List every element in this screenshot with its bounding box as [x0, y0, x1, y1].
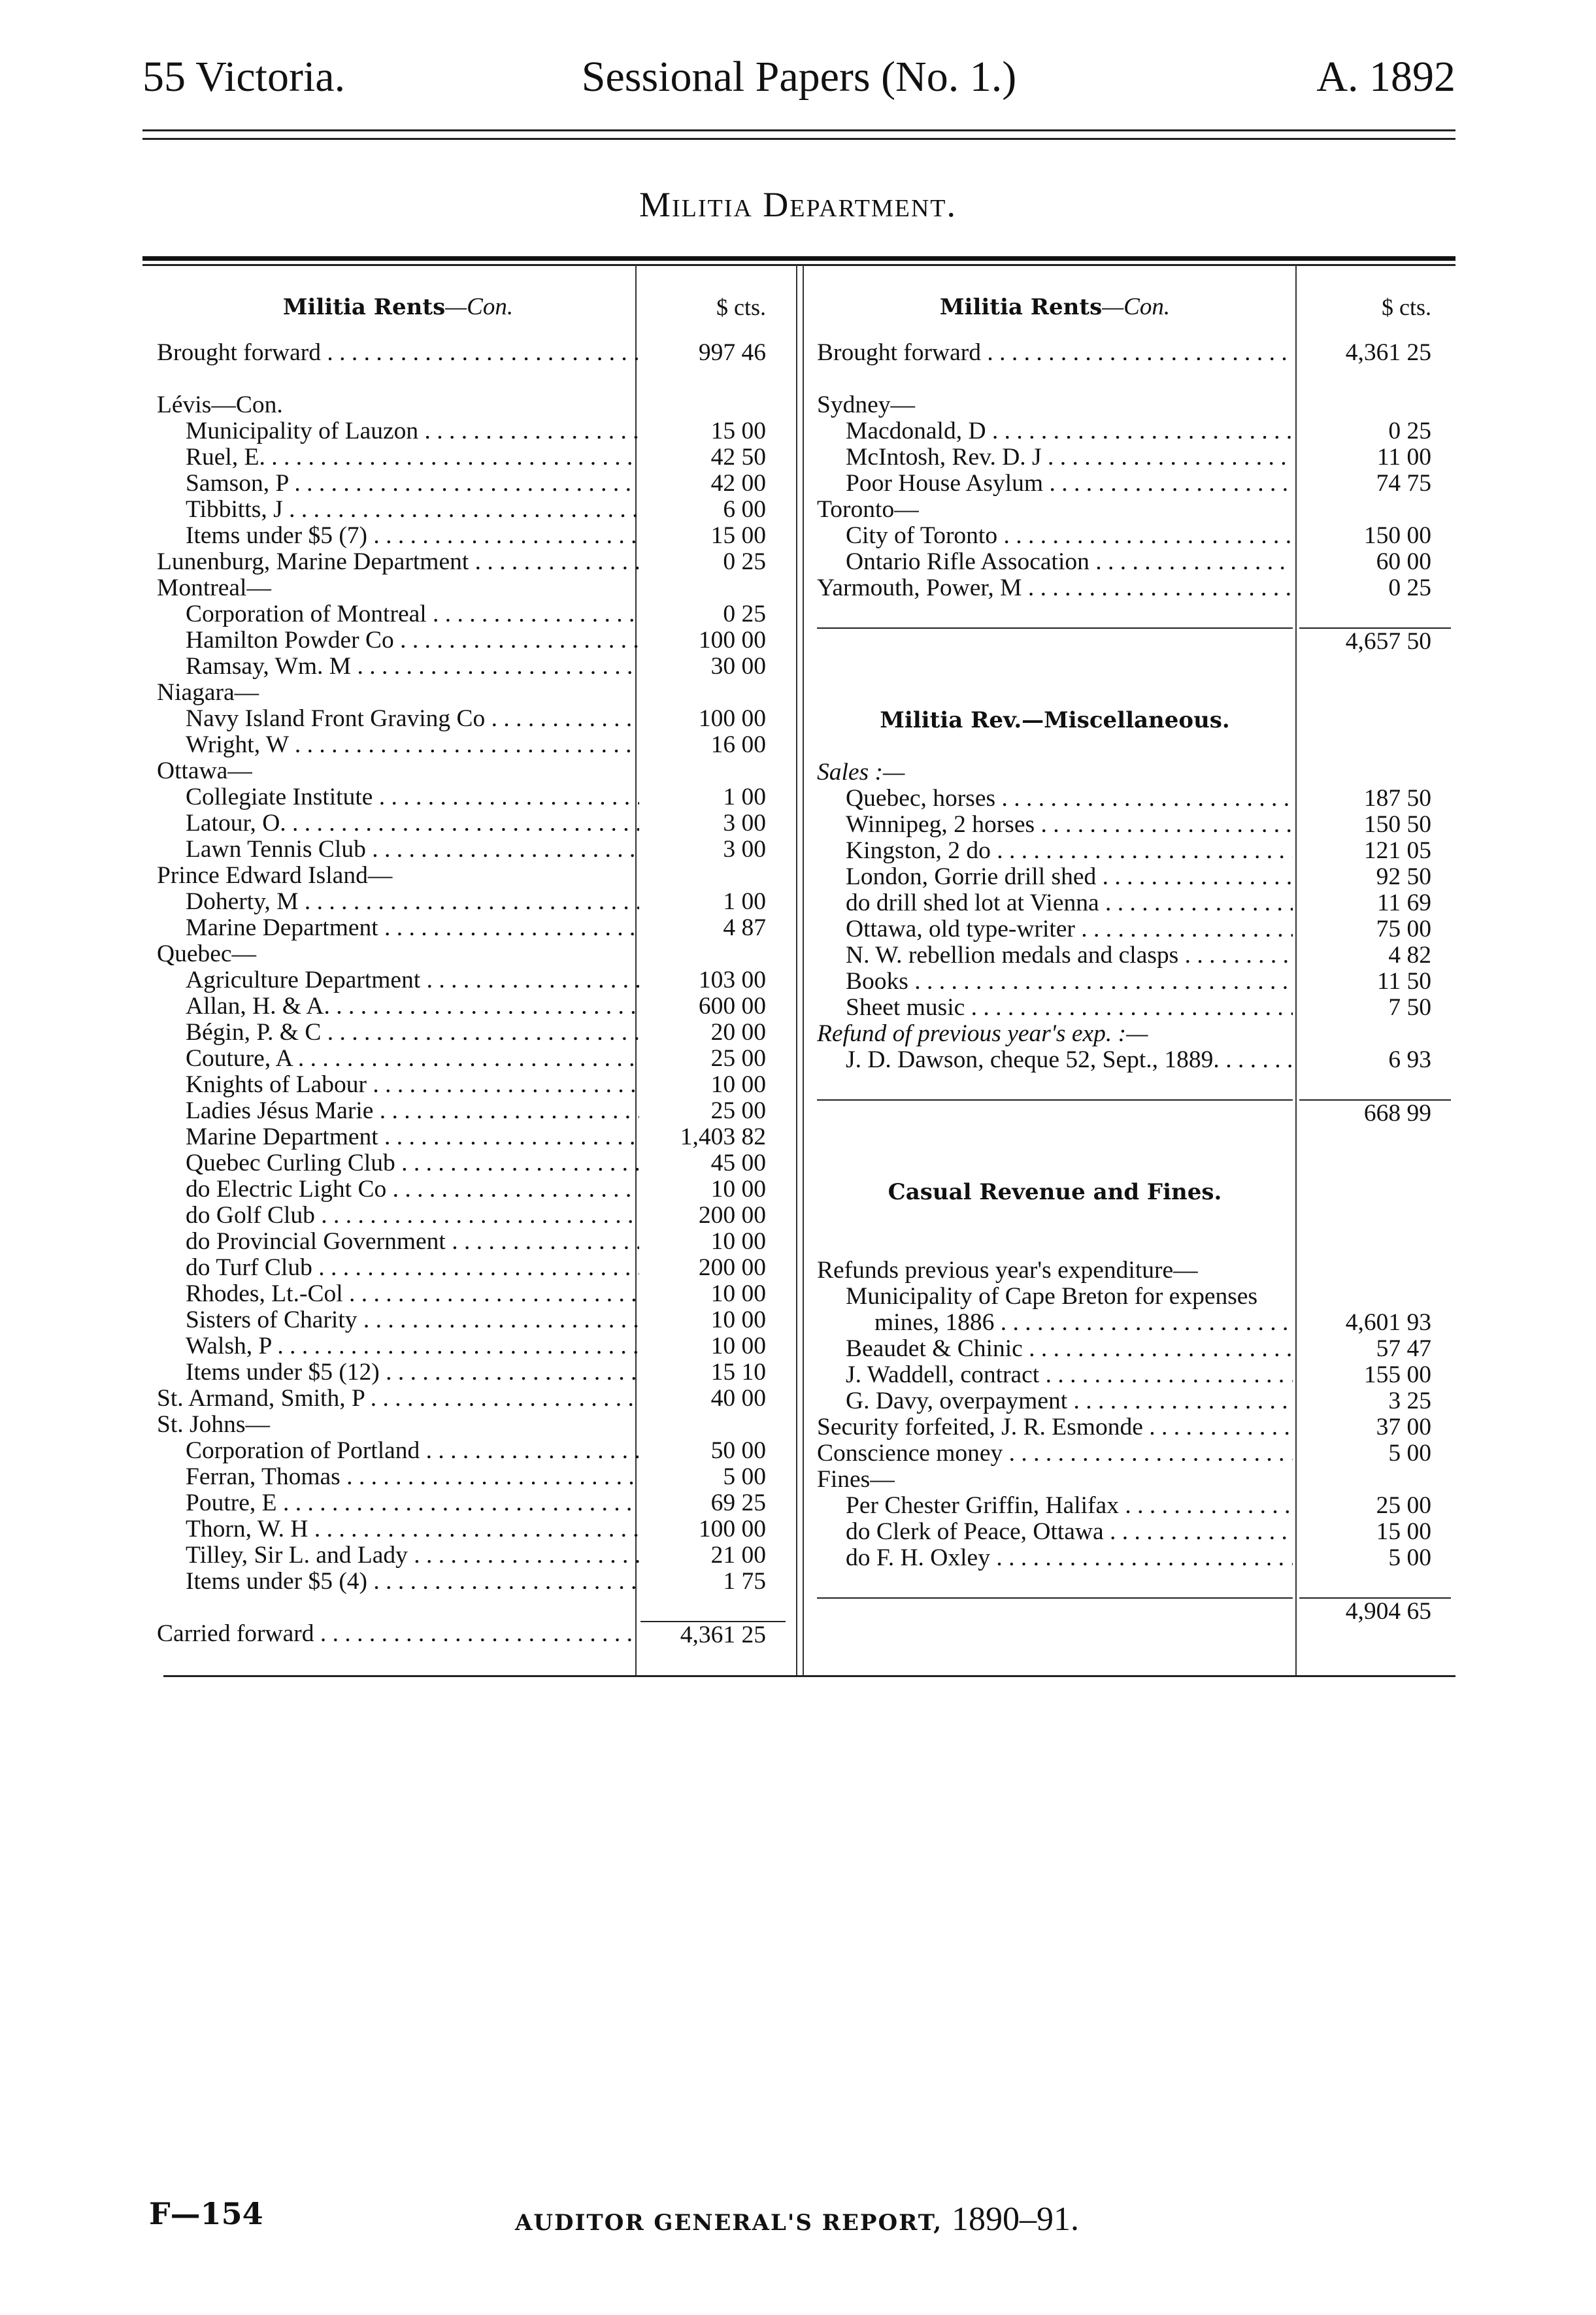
right-ledger-row: Books . . . [817, 969, 1293, 995]
left-ledger-amount [640, 680, 786, 706]
left-ledger-row: Montreal— [157, 575, 271, 601]
right-ledger-amount: 187 50 [1363, 785, 1431, 812]
right-ledger-amount: 150 00 [1363, 522, 1431, 549]
right-ledger-amount: 11 50 [1377, 968, 1431, 995]
right-ledger-amount: 15 00 [1376, 1518, 1431, 1545]
left-ledger-amount: 6 00 [723, 496, 766, 523]
left-ledger-row: Niagara— [157, 680, 259, 706]
left-ledger-amount [640, 392, 786, 418]
right-ledger-row: Per Chester Griffin, Halifax . . . [817, 1493, 1293, 1519]
right-ledger-amount: 75 00 [1376, 916, 1431, 942]
left-ledger-amount: 15 00 [710, 418, 766, 444]
right-ledger-amount [1299, 601, 1451, 627]
right-ledger-row: Refund of previous year's exp. :— [817, 1021, 1148, 1047]
left-ledger-amount: 0 25 [723, 601, 766, 627]
right-ledger-row: N. W. rebellion medals and clasps . . . [817, 942, 1293, 969]
right-ledger-row: do F. H. Oxley . . . [817, 1545, 1293, 1571]
right-ledger-row: Brought forward . . . [817, 340, 1293, 366]
right-ledger-amount [1299, 1231, 1451, 1257]
left-ledger-row: St. Johns— [157, 1412, 270, 1438]
right-ledger-amount [1299, 1021, 1451, 1047]
left-ledger-row: Bégin, P. & C . . . [157, 1020, 639, 1046]
left-ledger-amount [640, 366, 786, 392]
left-ledger-row: Doherty, M . . . [157, 889, 639, 915]
table-top-rule [142, 256, 1455, 261]
left-ledger-row: Quebec— [157, 941, 257, 967]
left-ledger-row: Walsh, P . . . [157, 1333, 639, 1359]
left-ledger-row [157, 366, 639, 392]
right-ledger-amount: 155 00 [1363, 1361, 1431, 1388]
right-ledger-amount: 5 00 [1388, 1544, 1431, 1571]
right-ledger-row: Conscience money . . . [817, 1441, 1293, 1467]
left-column-heading: Militia Rents—Con. [282, 294, 514, 320]
left-ledger-amount: 3 00 [723, 836, 766, 863]
left-ledger-row: Corporation of Portland . . . [157, 1438, 639, 1464]
left-ledger-amount: 10 00 [710, 1071, 766, 1098]
right-ledger-row [817, 1205, 1293, 1231]
right-section-title: Casual Revenue and Fines. [888, 1179, 1222, 1205]
right-ledger-row: G. Davy, overpayment . . . [817, 1388, 1293, 1414]
right-ledger-amount [1299, 655, 1451, 681]
right-ledger-amount: 11 69 [1377, 890, 1431, 916]
right-ledger-amount [1299, 1179, 1451, 1205]
right-ledger-row [817, 733, 1293, 759]
page-footer [149, 2196, 1455, 2248]
right-ledger-amount: 4 82 [1388, 942, 1431, 969]
right-ledger-amount: 4,657 50 [1299, 627, 1451, 655]
right-ledger-row [817, 366, 1293, 392]
right-ledger-row [817, 681, 1293, 707]
right-ledger-amount [1299, 1467, 1451, 1493]
left-ledger-amount: 42 00 [710, 470, 766, 497]
left-ledger-amount: 42 50 [710, 444, 766, 471]
department-title: Militia Department. [639, 185, 957, 224]
right-ledger-row: Sales :— [817, 759, 905, 786]
right-ledger-amount: 57 47 [1376, 1335, 1431, 1362]
right-ledger-amount: 5 00 [1388, 1440, 1431, 1467]
left-ledger-row: Carried forward . . . [157, 1621, 639, 1647]
right-ledger-amount: 37 00 [1376, 1414, 1431, 1441]
right-ledger-row [817, 1127, 1293, 1153]
right-ledger-amount [1299, 1205, 1451, 1231]
table-top-rule-thin [142, 264, 1455, 266]
right-ledger-row: Refunds previous year's expenditure— [817, 1257, 1198, 1284]
left-ledger-amount: 69 25 [710, 1490, 766, 1516]
left-ledger-amount: 1 75 [723, 1568, 766, 1595]
left-ledger-row: Quebec Curling Club . . . [157, 1150, 639, 1176]
right-ledger-row: Beaudet & Chinic . . . [817, 1336, 1293, 1362]
right-ledger-amount [1299, 759, 1451, 786]
left-ledger-row: Ruel, E. . . . [157, 444, 639, 471]
left-ledger-text [157, 294, 639, 1647]
left-ledger-amount: 50 00 [710, 1437, 766, 1464]
right-ledger-row [817, 1099, 1293, 1127]
right-ledger-row: J. Waddell, contract . . . [817, 1362, 1293, 1388]
right-ledger-amount: 121 05 [1363, 837, 1431, 864]
right-ledger-row: Kingston, 2 do . . . [817, 838, 1293, 864]
left-ledger-amount: 4,361 25 [640, 1621, 786, 1648]
left-ledger-amount: 1 00 [723, 888, 766, 915]
right-ledger-amount [1299, 1571, 1451, 1597]
left-ledger-row: Tilley, Sir L. and Lady . . . [157, 1542, 639, 1569]
left-ledger-row [157, 1595, 639, 1621]
right-ledger-amount: 668 99 [1299, 1099, 1451, 1127]
column-divider [803, 265, 804, 1675]
left-ledger-amount: 1,403 82 [680, 1124, 766, 1150]
right-ledger-row: Sheet music . . . [817, 995, 1293, 1021]
left-ledger-row: Tibbitts, J . . . [157, 497, 639, 523]
left-ledger-row: Brought forward . . . [157, 340, 639, 366]
right-ledger-row: Fines— [817, 1467, 895, 1493]
right-ledger-row: do Clerk of Peace, Ottawa . . . [817, 1519, 1293, 1545]
left-ledger-amount [640, 863, 786, 889]
right-ledger-amount: 4,904 65 [1299, 1597, 1451, 1625]
right-ledger-row: Quebec, horses . . . [817, 786, 1293, 812]
left-ledger-row: Hamilton Powder Co . . . [157, 627, 639, 654]
left-ledger-amount: 200 00 [698, 1254, 766, 1281]
left-ledger-amount: 997 46 [698, 339, 766, 366]
left-ledger-amount [640, 1595, 786, 1621]
right-ledger-amount: 0 25 [1388, 575, 1431, 601]
right-ledger-row: Yarmouth, Power, M . . . [817, 575, 1293, 601]
left-ledger-row: Ramsay, Wm. M . . . [157, 654, 639, 680]
left-ledger-row: Agriculture Department . . . [157, 967, 639, 993]
left-ledger-amount [640, 1412, 786, 1438]
header-session: 55 Victoria. [142, 53, 346, 101]
left-ledger-row: Ladies Jésus Marie . . . [157, 1098, 639, 1124]
page-header [142, 52, 1455, 111]
left-ledger-amount: 25 00 [710, 1045, 766, 1072]
right-ledger-row: J. D. Dawson, cheque 52, Sept., 1889. . . . [817, 1047, 1293, 1073]
right-ledger-row [817, 601, 1293, 627]
right-ledger-amount [1299, 392, 1451, 418]
left-ledger-row: Lévis—Con. [157, 392, 283, 418]
right-ledger-amount [1299, 497, 1451, 523]
page-id: F—154 [149, 2196, 263, 2231]
left-ledger-amount: 200 00 [698, 1202, 766, 1229]
right-ledger-row: McIntosh, Rev. D. J . . . [817, 444, 1293, 471]
right-ledger-row: Municipality of Cape Breton for expenses [846, 1284, 1258, 1310]
right-ledger-amount: 92 50 [1376, 863, 1431, 890]
left-ledger-amount: 21 00 [710, 1542, 766, 1569]
right-ledger-amount: 60 00 [1376, 548, 1431, 575]
table-bottom-rule [163, 1675, 1455, 1677]
left-ledger-row: Items under $5 (7) . . . [157, 523, 639, 549]
right-ledger-amount [1299, 1073, 1451, 1099]
left-ledger-row: Ferran, Thomas . . . [157, 1464, 639, 1490]
right-ledger-amount: 150 50 [1363, 811, 1431, 838]
right-ledger-row: Winnipeg, 2 horses . . . [817, 812, 1293, 838]
report-title: AUDITOR GENERAL'S REPORT, 1890–91. [515, 2201, 1079, 2238]
left-ledger-amount: 5 00 [723, 1463, 766, 1490]
right-ledger-amount [1299, 733, 1451, 759]
left-ledger-amount: 103 00 [698, 967, 766, 993]
left-ledger-row: Poutre, E . . . [157, 1490, 639, 1516]
right-ledger-amount: 74 75 [1376, 470, 1431, 497]
left-ledger-amount: 100 00 [698, 705, 766, 732]
right-ledger-row: Toronto— [817, 497, 919, 523]
left-ledger-amount [640, 758, 786, 784]
left-ledger-amount: 10 00 [710, 1307, 766, 1333]
right-ledger-amounts [1299, 294, 1451, 1625]
right-ledger-row [817, 1231, 1293, 1257]
left-ledger-row: Municipality of Lauzon . . . [157, 418, 639, 444]
right-column-heading: Militia Rents—Con. [939, 294, 1171, 320]
left-ledger-row: Marine Department . . . [157, 915, 639, 941]
left-ledger-amount: 20 00 [710, 1019, 766, 1046]
right-ledger-text [817, 294, 1293, 1625]
right-ledger-amount [1299, 366, 1451, 392]
right-ledger-row [817, 1073, 1293, 1099]
right-ledger-amount: 0 25 [1388, 418, 1431, 444]
right-ledger-amount: 25 00 [1376, 1492, 1431, 1519]
right-ledger-amount: 3 25 [1388, 1388, 1431, 1414]
left-ledger-amount: 3 00 [723, 810, 766, 837]
left-ledger-amount: 15 00 [710, 522, 766, 549]
column-divider [1295, 265, 1297, 1675]
left-ledger-amount: 100 00 [698, 1516, 766, 1542]
left-ledger-row: Lunenburg, Marine Department . . . [157, 549, 639, 575]
left-ledger-amount: 16 00 [710, 731, 766, 758]
left-ledger-row: Couture, A . . . [157, 1046, 639, 1072]
left-ledger-row: St. Armand, Smith, P . . . [157, 1386, 639, 1412]
left-ledger-amount [640, 575, 786, 601]
left-ledger-row: Latour, O. . . . [157, 810, 639, 837]
right-ledger-amount: 4,601 93 [1345, 1309, 1431, 1336]
left-ledger-row: Prince Edward Island— [157, 863, 393, 889]
right-ledger-row [817, 1153, 1293, 1179]
left-ledger-amount: 30 00 [710, 653, 766, 680]
left-ledger-amount: 100 00 [698, 627, 766, 654]
header-title: Sessional Papers (No. 1.) [581, 53, 1017, 101]
left-ledger-amount: 4 87 [723, 914, 766, 941]
right-ledger-amount [1299, 1153, 1451, 1179]
left-ledger-row: do Electric Light Co . . . [157, 1176, 639, 1203]
right-ledger-row [817, 627, 1293, 655]
left-ledger-row: Corporation of Montreal . . . [157, 601, 639, 627]
left-ledger-amount [640, 941, 786, 967]
header-rule [142, 129, 1455, 140]
right-ledger-amount: 4,361 25 [1345, 339, 1431, 366]
left-ledger-row: Items under $5 (4) . . . [157, 1569, 639, 1595]
left-ledger-amount: 10 00 [710, 1333, 766, 1359]
right-ledger-amount: 11 00 [1377, 444, 1431, 471]
left-ledger-row: do Provincial Government . . . [157, 1229, 639, 1255]
left-ledger-row: Items under $5 (12) . . . [157, 1359, 639, 1386]
right-ledger-amount [1299, 1284, 1451, 1310]
left-ledger-amount: 0 25 [723, 548, 766, 575]
right-ledger-amount: 6 93 [1388, 1046, 1431, 1073]
right-ledger-row: Ottawa, old type-writer . . . [817, 916, 1293, 942]
left-ledger-row: Thorn, W. H . . . [157, 1516, 639, 1542]
left-ledger-row: Allan, H. & A. . . . [157, 993, 639, 1020]
left-ledger-amount: 45 00 [710, 1150, 766, 1176]
column-divider [796, 265, 797, 1675]
right-ledger-row [817, 655, 1293, 681]
left-ledger-row: do Turf Club . . . [157, 1255, 639, 1281]
left-ledger-row: Sisters of Charity . . . [157, 1307, 639, 1333]
right-ledger-row: City of Toronto . . . [817, 523, 1293, 549]
left-ledger-amounts [640, 294, 786, 1648]
right-ledger-row: Ontario Rifle Assocation . . . [817, 549, 1293, 575]
right-ledger-amount: 7 50 [1388, 994, 1431, 1021]
left-ledger-row: Lawn Tennis Club . . . [157, 837, 639, 863]
right-ledger-row: Sydney— [817, 392, 915, 418]
left-ledger-row: Wright, W . . . [157, 732, 639, 758]
right-ledger-row: Security forfeited, J. R. Esmonde . . . [817, 1414, 1293, 1441]
right-ledger-amount [1299, 1257, 1451, 1284]
left-ledger-row: Knights of Labour . . . [157, 1072, 639, 1098]
left-ledger-row: Collegiate Institute . . . [157, 784, 639, 810]
header-year: A. 1892 [1316, 53, 1455, 101]
left-ledger-amount: 600 00 [698, 993, 766, 1020]
right-ledger-amount [1299, 707, 1451, 733]
right-ledger-row [817, 1597, 1293, 1625]
right-ledger-amount [1299, 681, 1451, 707]
left-ledger-amount: 25 00 [710, 1097, 766, 1124]
right-ledger-amount [1299, 1127, 1451, 1153]
left-ledger-amount: 10 00 [710, 1176, 766, 1203]
right-ledger-row [817, 1571, 1293, 1597]
left-ledger-row: do Golf Club . . . [157, 1203, 639, 1229]
left-ledger-amount: 10 00 [710, 1228, 766, 1255]
left-ledger-row: Rhodes, Lt.-Col . . . [157, 1281, 639, 1307]
left-ledger-amount: 40 00 [710, 1385, 766, 1412]
right-amount-header: $ cts. [1382, 294, 1431, 320]
left-ledger-amount: 1 00 [723, 784, 766, 810]
right-ledger-row: mines, 1886 . . . [817, 1310, 1293, 1336]
left-ledger-row: Ottawa— [157, 758, 252, 784]
left-ledger-amount: 15 10 [710, 1359, 766, 1386]
right-ledger-row: Macdonald, D . . . [817, 418, 1293, 444]
right-ledger-row: London, Gorrie drill shed . . . [817, 864, 1293, 890]
left-amount-header: $ cts. [716, 294, 766, 320]
right-ledger-row: Poor House Asylum . . . [817, 471, 1293, 497]
right-ledger-row: do drill shed lot at Vienna . . . [817, 890, 1293, 916]
right-section-title: Militia Rev.—Miscellaneous. [880, 707, 1230, 733]
left-ledger-row: Marine Department . . . [157, 1124, 639, 1150]
left-ledger-amount: 10 00 [710, 1280, 766, 1307]
left-ledger-row: Navy Island Front Graving Co . . . [157, 706, 639, 732]
left-ledger-row: Samson, P . . . [157, 471, 639, 497]
